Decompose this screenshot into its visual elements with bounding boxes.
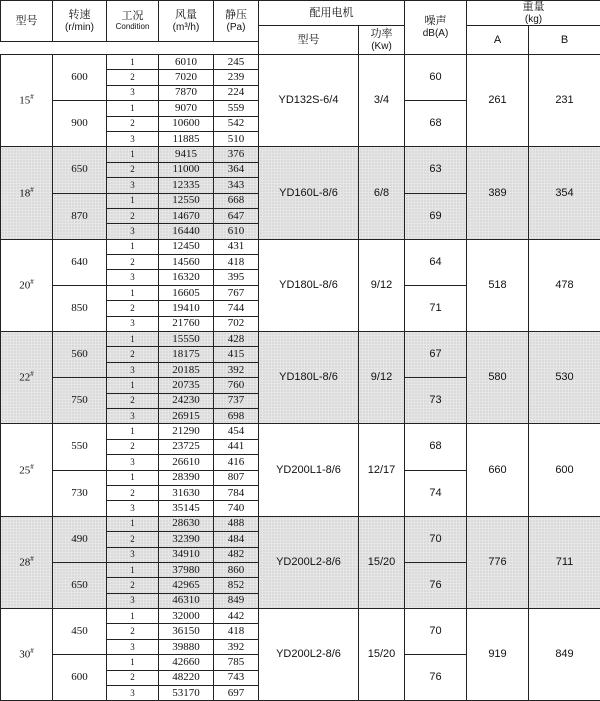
condition-cell: 3 bbox=[107, 131, 159, 146]
weight-b-cell: 354 bbox=[529, 147, 600, 239]
pressure-cell: 488 bbox=[214, 516, 259, 531]
airflow-cell: 19410 bbox=[159, 301, 214, 316]
speed-cell: 870 bbox=[53, 193, 107, 239]
header-speed: 转速 (r/min) bbox=[53, 1, 107, 42]
airflow-cell: 9415 bbox=[159, 147, 214, 162]
fan-model-sup: # bbox=[30, 462, 34, 471]
speed-cell: 450 bbox=[53, 609, 107, 655]
motor-model-cell: YD132S-6/4 bbox=[259, 55, 359, 147]
condition-cell: 2 bbox=[107, 532, 159, 547]
condition-cell: 1 bbox=[107, 470, 159, 485]
condition-cell: 2 bbox=[107, 439, 159, 454]
airflow-cell: 28390 bbox=[159, 470, 214, 485]
airflow-cell: 16320 bbox=[159, 270, 214, 285]
airflow-cell: 39880 bbox=[159, 639, 214, 654]
header-model: 型号 bbox=[1, 1, 53, 42]
motor-model-cell: YD160L-8/6 bbox=[259, 147, 359, 239]
pressure-cell: 743 bbox=[214, 670, 259, 685]
pressure-cell: 702 bbox=[214, 316, 259, 331]
condition-cell: 2 bbox=[107, 70, 159, 85]
pressure-cell: 395 bbox=[214, 270, 259, 285]
airflow-cell: 34910 bbox=[159, 547, 214, 562]
motor-power-cell: 15/20 bbox=[359, 609, 405, 701]
fan-model-cell bbox=[1, 516, 53, 608]
condition-cell: 3 bbox=[107, 316, 159, 331]
motor-model-cell: YD180L-8/6 bbox=[259, 332, 359, 424]
motor-power-cell: 9/12 bbox=[359, 239, 405, 331]
pressure-cell: 737 bbox=[214, 393, 259, 408]
pressure-cell: 668 bbox=[214, 193, 259, 208]
condition-cell: 1 bbox=[107, 147, 159, 162]
airflow-cell: 28630 bbox=[159, 516, 214, 531]
pressure-cell: 418 bbox=[214, 624, 259, 639]
condition-cell: 2 bbox=[107, 624, 159, 639]
airflow-cell: 37980 bbox=[159, 562, 214, 577]
condition-cell: 3 bbox=[107, 408, 159, 423]
airflow-cell: 15550 bbox=[159, 332, 214, 347]
pressure-cell: 392 bbox=[214, 362, 259, 377]
table-row bbox=[1, 424, 600, 439]
airflow-cell: 24230 bbox=[159, 393, 214, 408]
pressure-cell: 454 bbox=[214, 424, 259, 439]
condition-cell: 3 bbox=[107, 362, 159, 377]
fan-model-cell bbox=[1, 332, 53, 424]
airflow-cell: 53170 bbox=[159, 686, 214, 701]
condition-cell: 3 bbox=[107, 501, 159, 516]
speed-cell: 730 bbox=[53, 470, 107, 516]
pressure-cell: 610 bbox=[214, 224, 259, 239]
pressure-cell: 442 bbox=[214, 609, 259, 624]
pressure-cell: 860 bbox=[214, 562, 259, 577]
motor-power-cell: 9/12 bbox=[359, 332, 405, 424]
airflow-cell: 10600 bbox=[159, 116, 214, 131]
pressure-cell: 482 bbox=[214, 547, 259, 562]
condition-cell: 1 bbox=[107, 609, 159, 624]
pressure-cell: 364 bbox=[214, 162, 259, 177]
table-header bbox=[1, 1, 600, 55]
motor-model-cell: YD200L2-8/6 bbox=[259, 609, 359, 701]
fan-model-sup: # bbox=[30, 647, 34, 656]
airflow-cell: 20185 bbox=[159, 362, 214, 377]
fan-model-cell bbox=[1, 55, 53, 147]
noise-cell: 64 bbox=[405, 239, 467, 285]
weight-a-cell: 518 bbox=[467, 239, 529, 331]
pressure-cell: 441 bbox=[214, 439, 259, 454]
header-condition: 工况 Condition bbox=[107, 1, 159, 42]
table-row bbox=[1, 147, 600, 162]
noise-cell: 71 bbox=[405, 285, 467, 331]
condition-cell: 1 bbox=[107, 655, 159, 670]
pressure-cell: 484 bbox=[214, 532, 259, 547]
noise-cell: 63 bbox=[405, 147, 467, 193]
airflow-cell: 16440 bbox=[159, 224, 214, 239]
condition-cell: 2 bbox=[107, 485, 159, 500]
header-noise: 噪声 dB(A) bbox=[405, 1, 467, 55]
airflow-cell: 14670 bbox=[159, 208, 214, 223]
speed-cell: 600 bbox=[53, 655, 107, 701]
fan-model-number: 30 bbox=[19, 649, 31, 662]
airflow-cell: 42965 bbox=[159, 578, 214, 593]
airflow-cell: 16605 bbox=[159, 285, 214, 300]
motor-model-cell: YD200L2-8/6 bbox=[259, 516, 359, 608]
pressure-cell: 647 bbox=[214, 208, 259, 223]
pressure-cell: 542 bbox=[214, 116, 259, 131]
airflow-cell: 26915 bbox=[159, 408, 214, 423]
fan-model-cell bbox=[1, 609, 53, 701]
airflow-cell: 14560 bbox=[159, 255, 214, 270]
header-weight: 重量 (kg) bbox=[467, 1, 600, 26]
table-row bbox=[1, 516, 600, 531]
airflow-cell: 23725 bbox=[159, 439, 214, 454]
weight-a-cell: 919 bbox=[467, 609, 529, 701]
condition-cell: 2 bbox=[107, 255, 159, 270]
table-body bbox=[1, 55, 600, 701]
airflow-cell: 42660 bbox=[159, 655, 214, 670]
pressure-cell: 698 bbox=[214, 408, 259, 423]
airflow-cell: 11885 bbox=[159, 131, 214, 146]
condition-cell: 2 bbox=[107, 116, 159, 131]
airflow-cell: 7020 bbox=[159, 70, 214, 85]
header-weight-b: B bbox=[529, 26, 600, 55]
fan-model-number: 20 bbox=[19, 279, 31, 292]
speed-cell: 650 bbox=[53, 562, 107, 608]
motor-power-cell: 6/8 bbox=[359, 147, 405, 239]
pressure-cell: 418 bbox=[214, 255, 259, 270]
pressure-cell: 849 bbox=[214, 593, 259, 608]
airflow-cell: 12550 bbox=[159, 193, 214, 208]
fan-model-sup: # bbox=[30, 93, 34, 102]
airflow-cell: 21290 bbox=[159, 424, 214, 439]
condition-cell: 2 bbox=[107, 162, 159, 177]
weight-a-cell: 389 bbox=[467, 147, 529, 239]
header-motor: 配用电机 bbox=[259, 1, 405, 26]
weight-b-cell: 600 bbox=[529, 424, 600, 516]
condition-cell: 3 bbox=[107, 593, 159, 608]
motor-power-cell: 15/20 bbox=[359, 516, 405, 608]
pressure-cell: 392 bbox=[214, 639, 259, 654]
noise-cell: 60 bbox=[405, 55, 467, 101]
table-row bbox=[1, 609, 600, 624]
pressure-cell: 740 bbox=[214, 501, 259, 516]
motor-model-cell: YD200L1-8/6 bbox=[259, 424, 359, 516]
speed-cell: 640 bbox=[53, 239, 107, 285]
pressure-cell: 415 bbox=[214, 347, 259, 362]
airflow-cell: 12335 bbox=[159, 178, 214, 193]
speed-cell: 650 bbox=[53, 147, 107, 193]
airflow-cell: 20735 bbox=[159, 378, 214, 393]
condition-cell: 1 bbox=[107, 562, 159, 577]
noise-cell: 69 bbox=[405, 193, 467, 239]
weight-b-cell: 478 bbox=[529, 239, 600, 331]
header-weight-a: A bbox=[467, 26, 529, 55]
noise-cell: 70 bbox=[405, 516, 467, 562]
pressure-cell: 559 bbox=[214, 101, 259, 116]
fan-model-sup: # bbox=[30, 370, 34, 379]
condition-cell: 1 bbox=[107, 55, 159, 70]
condition-cell: 3 bbox=[107, 455, 159, 470]
airflow-cell: 46310 bbox=[159, 593, 214, 608]
motor-model-cell: YD180L-8/6 bbox=[259, 239, 359, 331]
noise-cell: 68 bbox=[405, 101, 467, 147]
speed-cell: 490 bbox=[53, 516, 107, 562]
airflow-cell: 32390 bbox=[159, 532, 214, 547]
fan-model-sup: # bbox=[30, 185, 34, 194]
weight-a-cell: 261 bbox=[467, 55, 529, 147]
airflow-cell: 32000 bbox=[159, 609, 214, 624]
pressure-cell: 744 bbox=[214, 301, 259, 316]
condition-cell: 3 bbox=[107, 85, 159, 100]
noise-cell: 76 bbox=[405, 562, 467, 608]
table-row bbox=[1, 55, 600, 70]
speed-cell: 600 bbox=[53, 55, 107, 101]
noise-cell: 70 bbox=[405, 609, 467, 655]
airflow-cell: 11000 bbox=[159, 162, 214, 177]
noise-cell: 74 bbox=[405, 470, 467, 516]
pressure-cell: 376 bbox=[214, 147, 259, 162]
fan-model-sup: # bbox=[30, 555, 34, 564]
speed-cell: 750 bbox=[53, 378, 107, 424]
header-power: 功率 (Kw) bbox=[359, 26, 405, 55]
condition-cell: 3 bbox=[107, 270, 159, 285]
speed-cell: 900 bbox=[53, 101, 107, 147]
condition-cell: 1 bbox=[107, 285, 159, 300]
condition-cell: 1 bbox=[107, 101, 159, 116]
weight-b-cell: 849 bbox=[529, 609, 600, 701]
condition-cell: 1 bbox=[107, 516, 159, 531]
condition-cell: 1 bbox=[107, 239, 159, 254]
pressure-cell: 428 bbox=[214, 332, 259, 347]
airflow-cell: 12450 bbox=[159, 239, 214, 254]
pressure-cell: 760 bbox=[214, 378, 259, 393]
weight-a-cell: 580 bbox=[467, 332, 529, 424]
noise-cell: 68 bbox=[405, 424, 467, 470]
pressure-cell: 416 bbox=[214, 455, 259, 470]
condition-cell: 1 bbox=[107, 332, 159, 347]
airflow-cell: 31630 bbox=[159, 485, 214, 500]
weight-b-cell: 711 bbox=[529, 516, 600, 608]
airflow-cell: 36150 bbox=[159, 624, 214, 639]
fan-model-number: 18 bbox=[19, 187, 31, 200]
speed-cell: 850 bbox=[53, 285, 107, 331]
fan-model-sup: # bbox=[30, 278, 34, 287]
fan-model-cell bbox=[1, 424, 53, 516]
fan-model-number: 15 bbox=[19, 95, 31, 107]
airflow-cell: 48220 bbox=[159, 670, 214, 685]
condition-cell: 3 bbox=[107, 686, 159, 701]
weight-a-cell: 776 bbox=[467, 516, 529, 608]
fan-model-number: 25 bbox=[19, 464, 31, 477]
condition-cell: 2 bbox=[107, 393, 159, 408]
airflow-cell: 21760 bbox=[159, 316, 214, 331]
motor-power-cell: 3/4 bbox=[359, 55, 405, 147]
noise-cell: 76 bbox=[405, 655, 467, 701]
weight-b-cell: 231 bbox=[529, 55, 600, 147]
condition-cell: 3 bbox=[107, 639, 159, 654]
fan-model-number: 28 bbox=[19, 556, 31, 569]
condition-cell: 3 bbox=[107, 547, 159, 562]
header-motor-model: 型号 bbox=[259, 26, 359, 55]
weight-a-cell: 660 bbox=[467, 424, 529, 516]
condition-cell: 1 bbox=[107, 193, 159, 208]
condition-cell: 2 bbox=[107, 208, 159, 223]
condition-cell: 2 bbox=[107, 670, 159, 685]
noise-cell: 67 bbox=[405, 332, 467, 378]
condition-cell: 3 bbox=[107, 224, 159, 239]
airflow-cell: 7870 bbox=[159, 85, 214, 100]
condition-cell: 2 bbox=[107, 301, 159, 316]
airflow-cell: 26610 bbox=[159, 455, 214, 470]
speed-cell: 560 bbox=[53, 332, 107, 378]
condition-cell: 3 bbox=[107, 178, 159, 193]
fan-model-number: 22 bbox=[19, 372, 31, 385]
pressure-cell: 343 bbox=[214, 178, 259, 193]
airflow-cell: 9070 bbox=[159, 101, 214, 116]
table-row bbox=[1, 332, 600, 347]
pressure-cell: 510 bbox=[214, 131, 259, 146]
header-pressure: 静压 (Pa) bbox=[214, 1, 259, 42]
airflow-cell: 6010 bbox=[159, 55, 214, 70]
airflow-cell: 18175 bbox=[159, 347, 214, 362]
pressure-cell: 697 bbox=[214, 686, 259, 701]
condition-cell: 2 bbox=[107, 347, 159, 362]
pressure-cell: 784 bbox=[214, 485, 259, 500]
fan-model-cell bbox=[1, 239, 53, 331]
header-airflow: 风量 (m³/h) bbox=[159, 1, 214, 42]
speed-cell: 550 bbox=[53, 424, 107, 470]
table-row bbox=[1, 239, 600, 254]
fan-model-cell bbox=[1, 147, 53, 239]
pressure-cell: 807 bbox=[214, 470, 259, 485]
pressure-cell: 852 bbox=[214, 578, 259, 593]
pressure-cell: 785 bbox=[214, 655, 259, 670]
pressure-cell: 767 bbox=[214, 285, 259, 300]
pressure-cell: 431 bbox=[214, 239, 259, 254]
pressure-cell: 245 bbox=[214, 55, 259, 70]
pressure-cell: 224 bbox=[214, 85, 259, 100]
condition-cell: 2 bbox=[107, 578, 159, 593]
weight-b-cell: 530 bbox=[529, 332, 600, 424]
condition-cell: 1 bbox=[107, 378, 159, 393]
noise-cell: 73 bbox=[405, 378, 467, 424]
condition-cell: 1 bbox=[107, 424, 159, 439]
pressure-cell: 239 bbox=[214, 70, 259, 85]
motor-power-cell: 12/17 bbox=[359, 424, 405, 516]
airflow-cell: 35145 bbox=[159, 501, 214, 516]
